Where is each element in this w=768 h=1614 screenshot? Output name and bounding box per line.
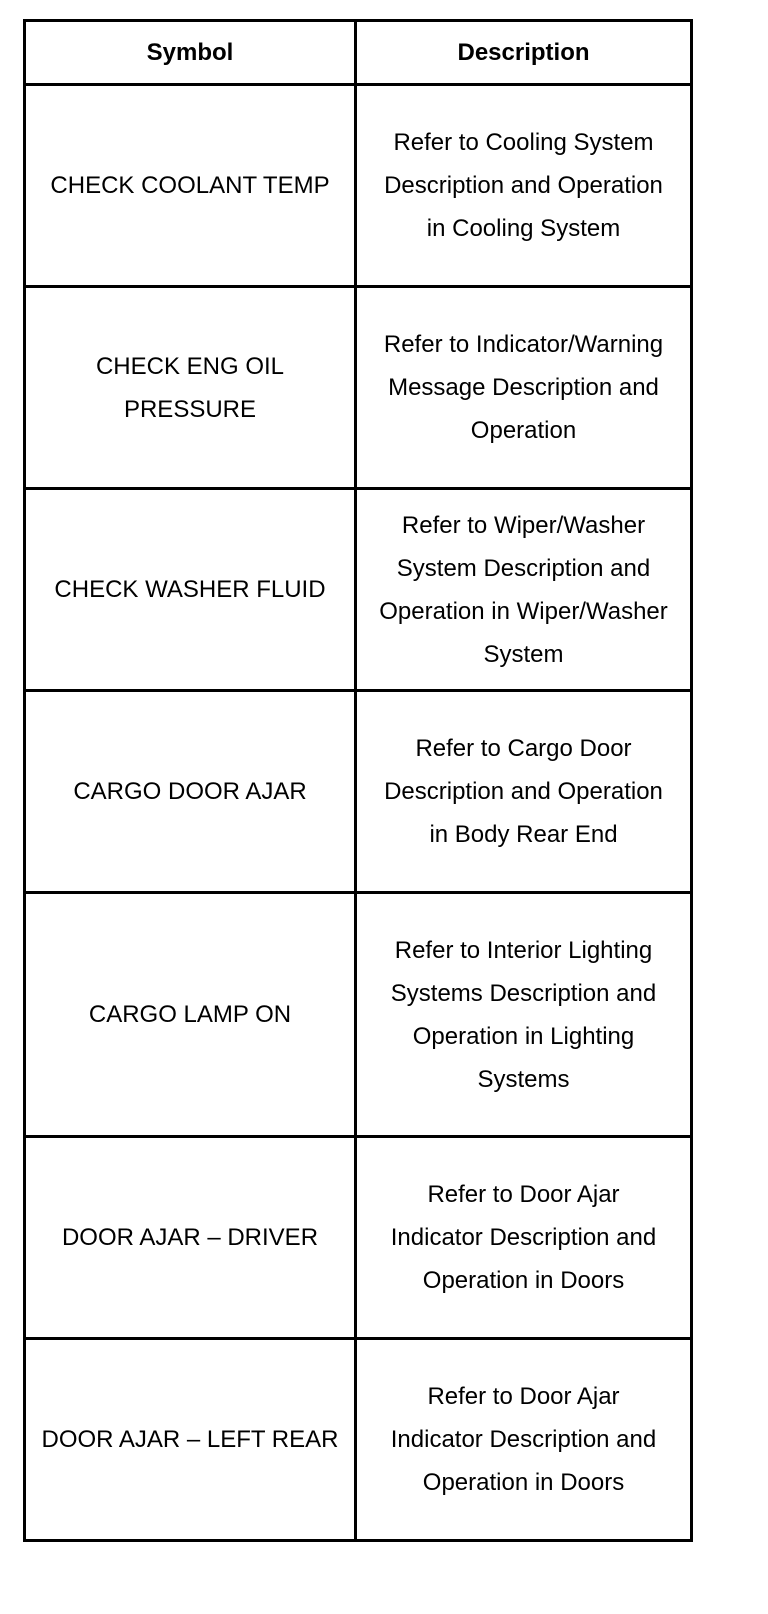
- description-text: Refer to Cooling System Description and Operation in Cooling System: [384, 129, 663, 242]
- table-row: [25, 1137, 692, 1339]
- description-text: Refer to Wiper/Washer System Description and Operation in Wiper/Washer System: [379, 511, 668, 668]
- symbol-cell: [25, 287, 356, 489]
- symbol-text: DOOR AJAR – DRIVER: [61, 1224, 319, 1251]
- description-text: Refer to Indicator/Warning Message Description and Operation: [383, 331, 664, 444]
- symbol-cell: [25, 691, 356, 893]
- symbol-text: DOOR AJAR – LEFT REAR: [41, 1426, 339, 1453]
- table-row: [25, 1339, 692, 1541]
- symbol-text: CHECK COOLANT TEMP: [50, 172, 330, 199]
- description-cell: [356, 489, 692, 691]
- symbol-cell: [25, 489, 356, 691]
- description-text: Refer to Door Ajar Indicator Description and Operation in Doors: [390, 1181, 657, 1294]
- symbol-cell: [25, 1339, 356, 1541]
- column-header-symbol: Symbol: [25, 21, 356, 85]
- symbol-description-table: [23, 19, 693, 1542]
- symbol-text: CARGO DOOR AJAR: [73, 778, 307, 805]
- table-row: [25, 489, 692, 691]
- description-text: Refer to Door Ajar Indicator Description and Operation in Doors: [390, 1383, 657, 1496]
- table-header-row: [25, 21, 692, 85]
- symbol-text: CARGO LAMP ON: [88, 1001, 292, 1028]
- description-cell: [356, 85, 692, 287]
- symbol-text: CHECK WASHER FLUID: [54, 576, 326, 603]
- column-header-description: Description: [356, 21, 692, 85]
- description-text: Refer to Cargo Door Description and Operation in Body Rear End: [384, 735, 663, 848]
- symbol-cell: [25, 85, 356, 287]
- symbol-cell: [25, 893, 356, 1137]
- description-text: Refer to Interior Lighting Systems Description and Operation in Lighting Systems: [390, 936, 657, 1093]
- symbol-text: CHECK ENG OIL PRESSURE: [95, 352, 285, 423]
- table-row: [25, 691, 692, 893]
- description-cell: [356, 1339, 692, 1541]
- description-cell: [356, 1137, 692, 1339]
- table-row: [25, 893, 692, 1137]
- table-row: [25, 85, 692, 287]
- description-cell: [356, 893, 692, 1137]
- description-cell: [356, 287, 692, 489]
- description-cell: [356, 691, 692, 893]
- table-row: [25, 287, 692, 489]
- symbol-cell: [25, 1137, 356, 1339]
